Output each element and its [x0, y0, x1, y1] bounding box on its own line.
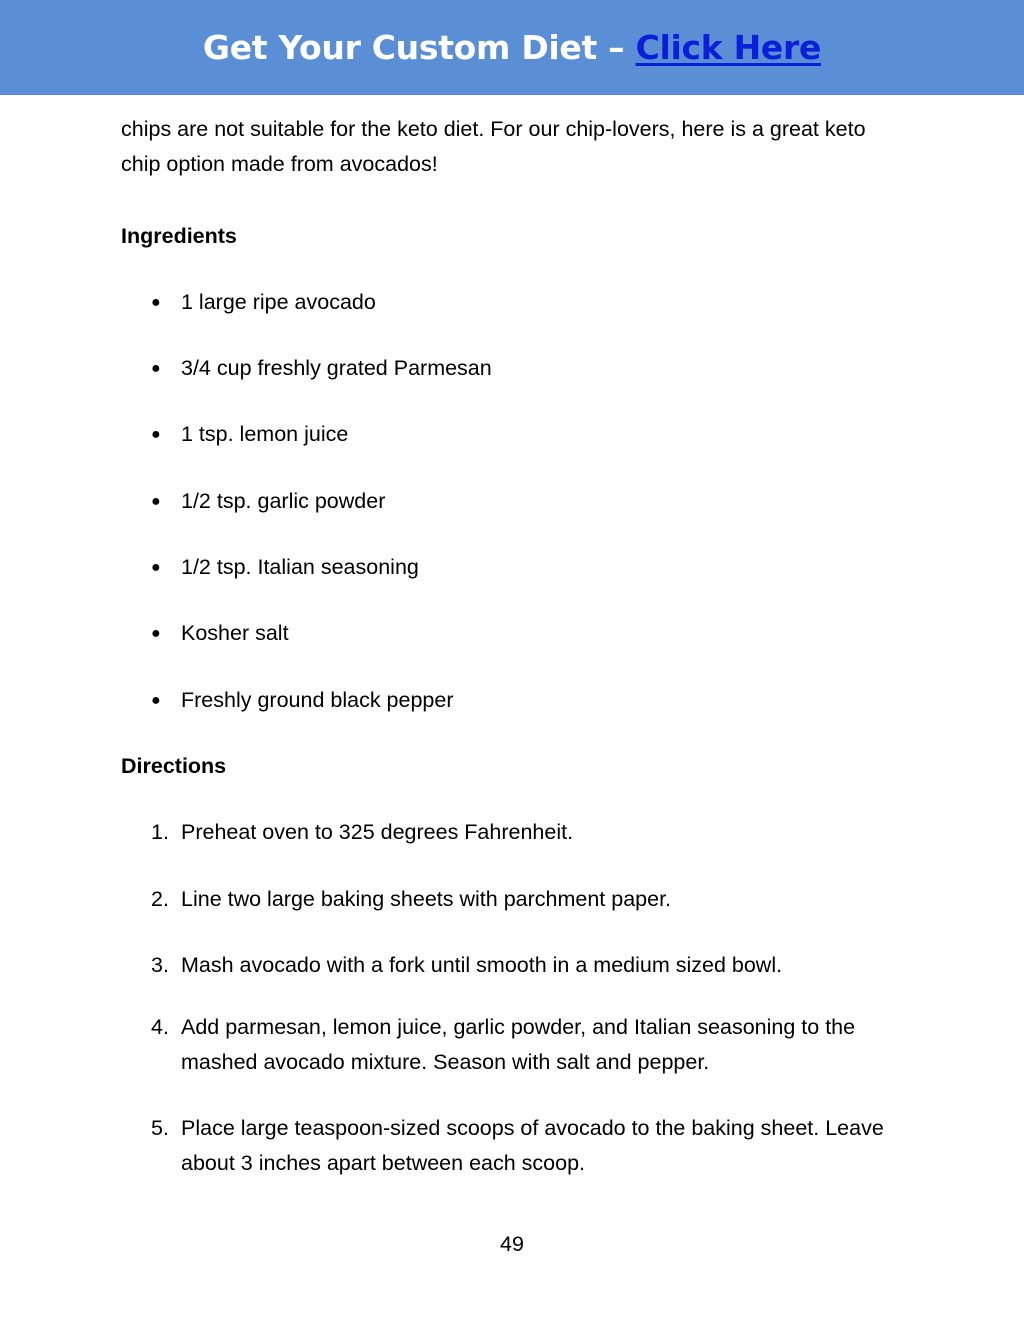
- ingredient-text: 3/4 cup freshly grated Parmesan: [181, 356, 492, 380]
- step-number: 5.: [151, 1116, 169, 1140]
- bullet-icon: ●: [151, 559, 161, 576]
- step-text: Add parmesan, lemon juice, garlic powder, and Italian seasoning to the mashed avocado mixture. Season with salt and pepper.: [181, 1015, 856, 1074]
- step-number: 1.: [151, 820, 169, 844]
- step-text: Place large teaspoon-sized scoops of avocado to the baking sheet. Leave about 3 inches apart between each scoop.: [181, 1116, 884, 1175]
- page-number: 49: [500, 1232, 524, 1256]
- step-text: Mash avocado with a fork until smooth in a medium sized bowl.: [181, 953, 783, 977]
- bullet-icon: ●: [151, 426, 161, 443]
- bullet-icon: ●: [151, 294, 161, 311]
- intro-paragraph: chips are not suitable for the keto diet. For our chip-lovers, here is a great keto chip option made from avocados!: [121, 117, 866, 176]
- step-text: Line two large baking sheets with parchment paper.: [181, 887, 672, 911]
- ingredient-text: 1 large ripe avocado: [181, 290, 376, 314]
- ingredient-text: 1/2 tsp. garlic powder: [181, 489, 386, 513]
- banner-text: Get Your Custom Diet –: [202, 28, 636, 67]
- ingredient-text: 1/2 tsp. Italian seasoning: [181, 555, 419, 579]
- step-number: 3.: [151, 953, 169, 977]
- directions-heading: Directions: [121, 754, 227, 778]
- bullet-icon: ●: [151, 625, 161, 642]
- step-number: 4.: [151, 1015, 169, 1039]
- bullet-icon: ●: [151, 692, 161, 709]
- bullet-icon: ●: [151, 360, 161, 377]
- page-content: [121, 112, 901, 1175]
- ingredient-text: Kosher salt: [181, 621, 289, 645]
- step-text: Preheat oven to 325 degrees Fahrenheit.: [181, 820, 574, 844]
- ingredient-text: Freshly ground black pepper: [181, 688, 454, 712]
- ingredients-heading: Ingredients: [121, 224, 237, 248]
- ingredient-text: 1 tsp. lemon juice: [181, 422, 349, 446]
- click-here-link[interactable]: Click Here: [635, 28, 822, 67]
- promo-banner: [0, 0, 1024, 95]
- step-number: 2.: [151, 887, 169, 911]
- bullet-icon: ●: [151, 493, 161, 510]
